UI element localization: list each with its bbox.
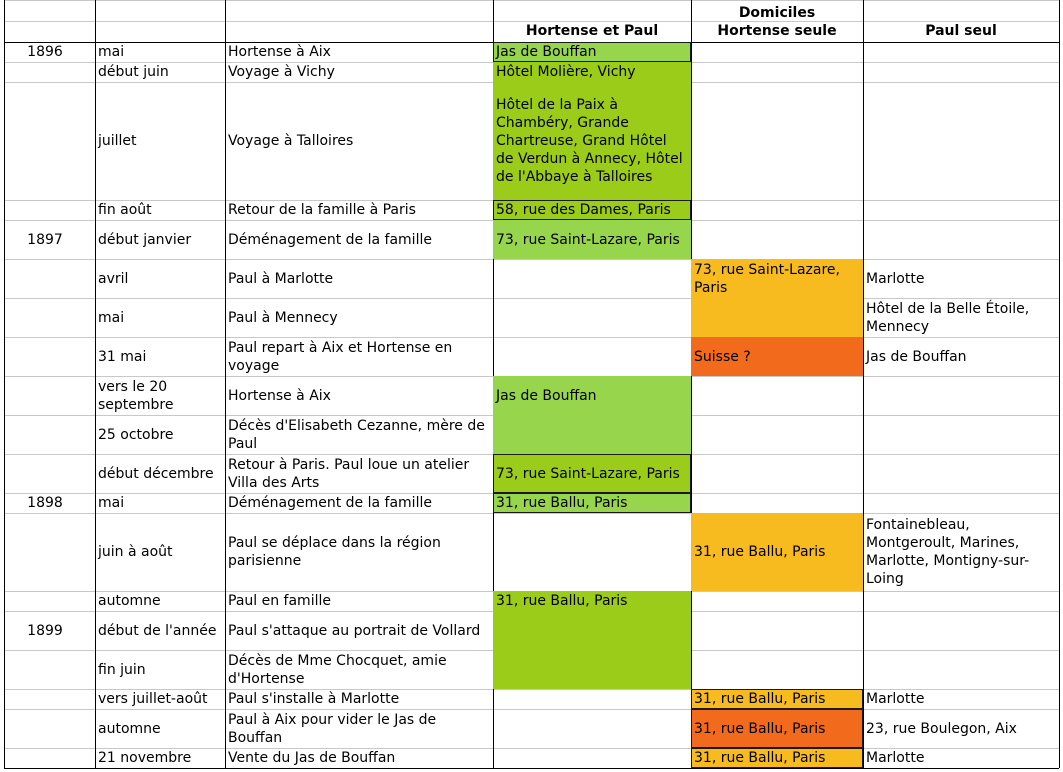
cell-hp: Jas de Bouffan (496, 44, 597, 60)
cell-h: 31, rue Ballu, Paris (694, 720, 826, 737)
cell-h (691, 376, 863, 415)
column-separator (1059, 0, 1060, 768)
cell-event: Hortense à Aix (228, 44, 331, 60)
cell-year (4, 591, 95, 611)
cell-p (863, 454, 1059, 493)
cell-hp: 31, rue Ballu, Paris (496, 495, 628, 511)
cell-event: Décès de Mme Chocquet, amie d'Hortense (228, 652, 447, 687)
cell-year: 1896 (27, 44, 63, 60)
cell-year (4, 689, 95, 709)
cell-h (691, 298, 863, 337)
cell-h (691, 591, 863, 611)
cell-hp: 73, rue Saint-Lazare, Paris (496, 465, 680, 482)
cell-event: Paul repart à Aix et Hortense en voyage (228, 339, 453, 374)
cell-event: Paul en famille (228, 593, 331, 609)
cell-p (863, 591, 1059, 611)
cell-h: 31, rue Ballu, Paris (694, 544, 826, 560)
header-hortense-et-paul: Hortense et Paul (525, 23, 659, 39)
cell-hp: 58, rue des Dames, Paris (496, 202, 671, 218)
cell-h (691, 82, 863, 200)
cell-year (4, 376, 95, 415)
cell-p (863, 415, 1059, 454)
cell-h: 31, rue Ballu, Paris (694, 691, 826, 707)
cell-date: début de l'année (98, 622, 217, 639)
cell-p: 23, rue Boulegon, Aix (866, 720, 1017, 737)
cell-hp (493, 337, 691, 376)
cell-date: avril (98, 270, 129, 287)
cell-p: Marlotte (866, 270, 925, 287)
cell-year (4, 200, 95, 220)
cell-hp (493, 689, 691, 709)
cell-p (863, 62, 1059, 82)
cell-year (4, 709, 95, 748)
cell-date: juin à août (98, 544, 173, 560)
cell-year (4, 62, 95, 82)
header-hortense-seule: Hortense seule (717, 23, 837, 39)
cell-p (863, 200, 1059, 220)
cell-date: vers le 20 septembre (98, 378, 174, 413)
cell-hp (493, 709, 691, 748)
cell-p: Hôtel de la Belle Étoile, Mennecy (866, 300, 1030, 335)
cell-hp: 31, rue Ballu, Paris (496, 593, 628, 609)
cell-year (4, 650, 95, 689)
cell-h: 73, rue Saint-Lazare, Paris (694, 261, 840, 296)
cell-date: fin août (98, 202, 152, 218)
cell-p (863, 611, 1059, 650)
cell-year (4, 454, 95, 493)
cell-date: fin juin (98, 661, 146, 678)
cell-hp: Jas de Bouffan (496, 387, 597, 404)
cell-p (863, 220, 1059, 259)
cell-event: Décès d'Elisabeth Cezanne, mère de Paul (228, 417, 485, 452)
cell-date: début décembre (98, 465, 214, 482)
cell-h (691, 220, 863, 259)
cell-hp (493, 298, 691, 337)
cell-h (691, 611, 863, 650)
cell-event: Paul s'installe à Marlotte (228, 691, 400, 707)
cell-h (691, 415, 863, 454)
cell-event: Vente du Jas de Bouffan (228, 750, 396, 766)
cell-h (691, 454, 863, 493)
cell-h (691, 650, 863, 689)
cell-p: Fontainebleau, Montgeroult, Marines, Marlotte, Montigny-sur-Loing (866, 517, 1030, 587)
cell-date: mai (98, 44, 125, 60)
cell-hp (493, 611, 691, 650)
cell-date: 31 mai (98, 348, 147, 365)
cell-hp (493, 748, 691, 768)
cell-hp (493, 650, 691, 689)
cell-event: Voyage à Vichy (228, 64, 335, 80)
cell-date: automne (98, 720, 161, 737)
cell-event: Paul se déplace dans la région parisienne (228, 535, 441, 569)
cell-event: Retour à Paris. Paul loue un atelier Villa des Arts (228, 456, 470, 491)
cell-date: juillet (98, 133, 137, 149)
cell-event: Déménagement de la famille (228, 495, 432, 511)
cell-event: Retour de la famille à Paris (228, 202, 416, 218)
cell-hp (493, 513, 691, 591)
header-domiciles: Domiciles (738, 5, 816, 21)
cell-year (4, 259, 95, 298)
cell-p (863, 42, 1059, 62)
cell-p: Marlotte (866, 750, 925, 766)
cell-p (863, 82, 1059, 200)
cell-event: Hortense à Aix (228, 387, 331, 404)
cell-event: Paul à Aix pour vider le Jas de Bouffan (228, 711, 437, 746)
cell-h (691, 42, 863, 62)
header-paul-seul: Paul seul (925, 23, 997, 39)
cell-event: Paul à Marlotte (228, 270, 334, 287)
cell-date: 25 octobre (98, 426, 174, 443)
cell-hp: 73, rue Saint-Lazare, Paris (496, 231, 680, 248)
cell-p: Marlotte (866, 691, 925, 707)
cell-event: Déménagement de la famille (228, 231, 432, 248)
cell-hp (493, 415, 691, 454)
cell-date: mai (98, 495, 125, 511)
cell-date: automne (98, 593, 161, 609)
cell-hp: Hôtel Molière, Vichy (496, 64, 636, 80)
cell-p (863, 650, 1059, 689)
cell-date: début janvier (98, 231, 192, 248)
cell-date: mai (98, 309, 125, 326)
cell-h (691, 493, 863, 513)
cell-date: 21 novembre (98, 750, 192, 766)
grid-hline (4, 0, 1059, 1)
cell-p (863, 493, 1059, 513)
cell-event: Paul s'attaque au portrait de Vollard (228, 622, 481, 639)
cell-hp: Hôtel de la Paix à Chambéry, Grande Chartreuse, Grand Hôtel de Verdun à Annecy, Hôtel de l'Abbaye à Talloires (496, 97, 683, 185)
cell-h (691, 62, 863, 82)
cell-h: 31, rue Ballu, Paris (694, 750, 826, 766)
cell-p: Jas de Bouffan (866, 348, 967, 365)
cell-year (4, 82, 95, 200)
cell-year (4, 513, 95, 591)
cell-h: Suisse ? (694, 348, 751, 365)
cell-event: Paul à Mennecy (228, 309, 338, 326)
cell-year (4, 415, 95, 454)
cell-year: 1897 (27, 231, 63, 248)
cell-date: début juin (98, 64, 169, 80)
cell-p (863, 376, 1059, 415)
cell-date: vers juillet-août (98, 691, 208, 707)
cell-year: 1899 (27, 622, 63, 639)
cell-year (4, 748, 95, 768)
cell-year (4, 298, 95, 337)
cell-hp (493, 259, 691, 298)
cell-year: 1898 (27, 495, 63, 511)
cell-h (691, 200, 863, 220)
cell-year (4, 337, 95, 376)
bottom-rule (4, 768, 1059, 769)
cell-event: Voyage à Talloires (228, 133, 354, 149)
